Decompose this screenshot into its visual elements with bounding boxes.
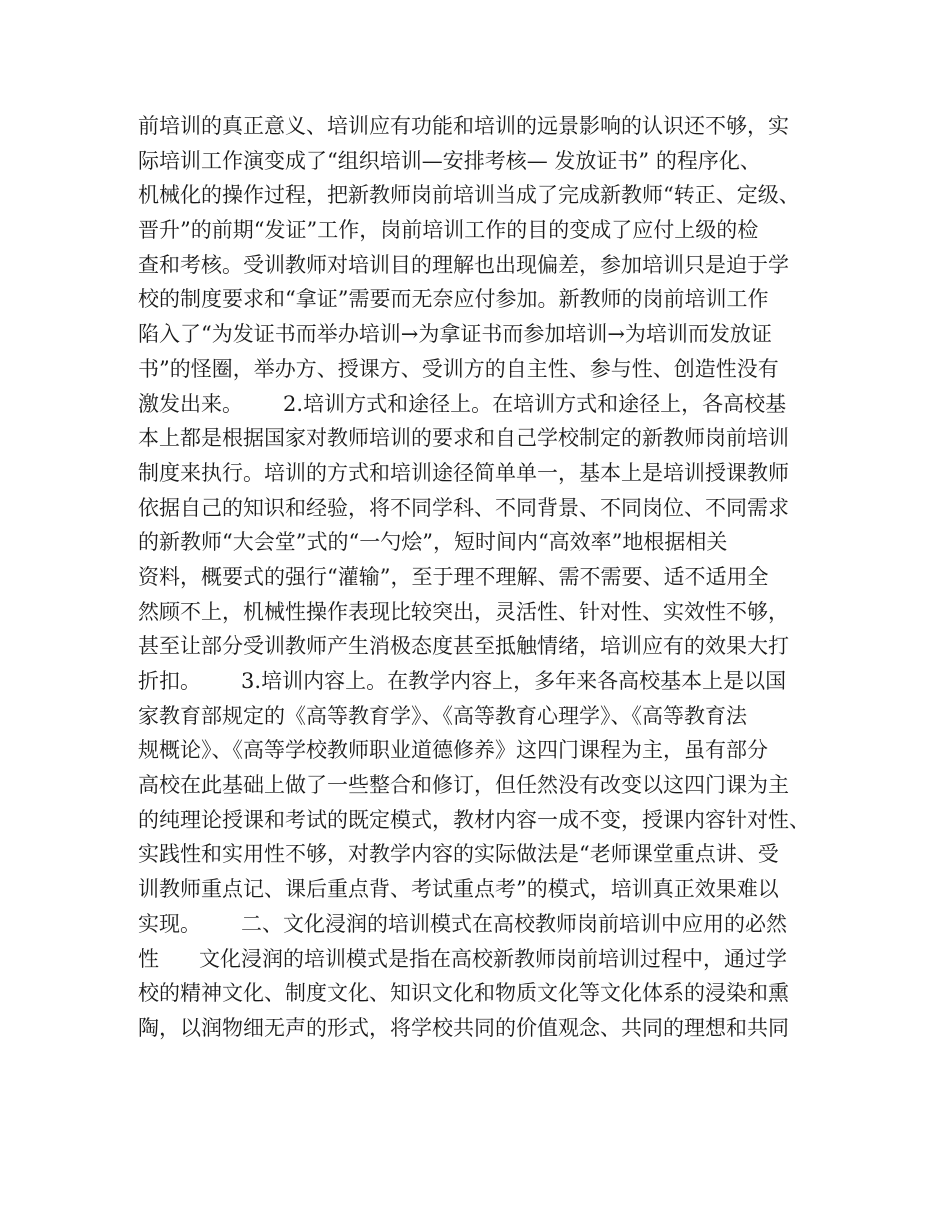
body-text <box>138 109 828 1046</box>
text-line: 陶，以润物细无声的形式，将学校共同的价值观念、共同的理想和共同 <box>138 1015 789 1040</box>
text-line: 机械化的操作过程，把新教师岗前培训当成了完成新教师“转正、定级、 <box>138 183 800 208</box>
text-line: 的纯理论授课和考试的既定模式，教材内容一成不变，授课内容针对性、 <box>138 807 810 832</box>
text-line: 甚至让部分受训教师产生消极态度甚至抵触情绪，培训应有的效果大打 <box>138 634 789 659</box>
text-line: 前培训的真正意义、培训应有功能和培训的远景影响的认识还不够，实 <box>138 114 789 138</box>
text-line: 晋升”的前期“发证”工作，岗前培训工作的目的变成了应付上级的检 <box>138 218 759 243</box>
text-line: 高校在此基础上做了一些整合和修订，但任然没有改变以这四门课为主 <box>138 773 789 798</box>
text-line: 陷入了“为发证书而举办培训→为拿证书而参加培训→为培训而发放证 <box>138 322 772 347</box>
text-line: 家教育部规定的《高等教育学》、《高等教育心理学》、《高等教育法 <box>138 703 747 728</box>
text-line: 训教师重点记、课后重点背、考试重点考”的模式，培训真正效果难以 <box>138 877 779 902</box>
text-line: 制度来执行。培训的方式和培训途径简单单一，基本上是培训授课教师 <box>138 460 789 485</box>
text-line: 依据自己的知识和经验，将不同学科、不同背景、不同岗位、不同需求 <box>138 495 789 520</box>
text-line: 激发出来。 2.培训方式和途径上。在培训方式和途径上，各高校基 <box>138 391 787 416</box>
text-line: 本上都是根据国家对教师培训的要求和自己学校制定的新教师岗前培训 <box>138 426 789 451</box>
text-line: 校的制度要求和“拿证”需要而无奈应付参加。新教师的岗前培训工作 <box>138 287 769 312</box>
text-line: 然顾不上，机械性操作表现比较突出，灵活性、针对性、实效性不够， <box>138 599 789 624</box>
text-line: 际培训工作演变成了“组织培训—安排考核— 发放证书” 的程序化、 <box>138 148 761 173</box>
text-line: 折扣。 3.培训内容上。在教学内容上，多年来各高校基本上是以国 <box>138 669 787 693</box>
text-line: 校的精神文化、制度文化、知识文化和物质文化等文化体系的浸染和熏 <box>138 981 789 1006</box>
text-line: 规概论》、《高等学校教师职业道德修养》这四门课程为主，虽有部分 <box>138 738 768 763</box>
text-line: 书”的怪圈，举办方、授课方、受训方的自主性、参与性、创造性没有 <box>138 356 779 381</box>
text-line: 资料，概要式的强行“灌输”，至于理不理解、需不需要、适不适用全 <box>138 564 769 589</box>
text-line: 的新教师“大会堂”式的“一勺烩”，短时间内“高效率”地根据相关 <box>138 530 728 555</box>
text-line: 实现。 二、文化浸润的培训模式在高校教师岗前培训中应用的必然 <box>138 911 788 936</box>
text-line: 性 文化浸润的培训模式是指在高校新教师岗前培训过程中，通过学 <box>138 946 788 971</box>
text-line: 实践性和实用性不够，对教学内容的实际做法是“老师课堂重点讲、受 <box>138 842 779 867</box>
text-line: 查和考核。受训教师对培训目的理解也出现偏差，参加培训只是迫于学 <box>138 252 789 277</box>
